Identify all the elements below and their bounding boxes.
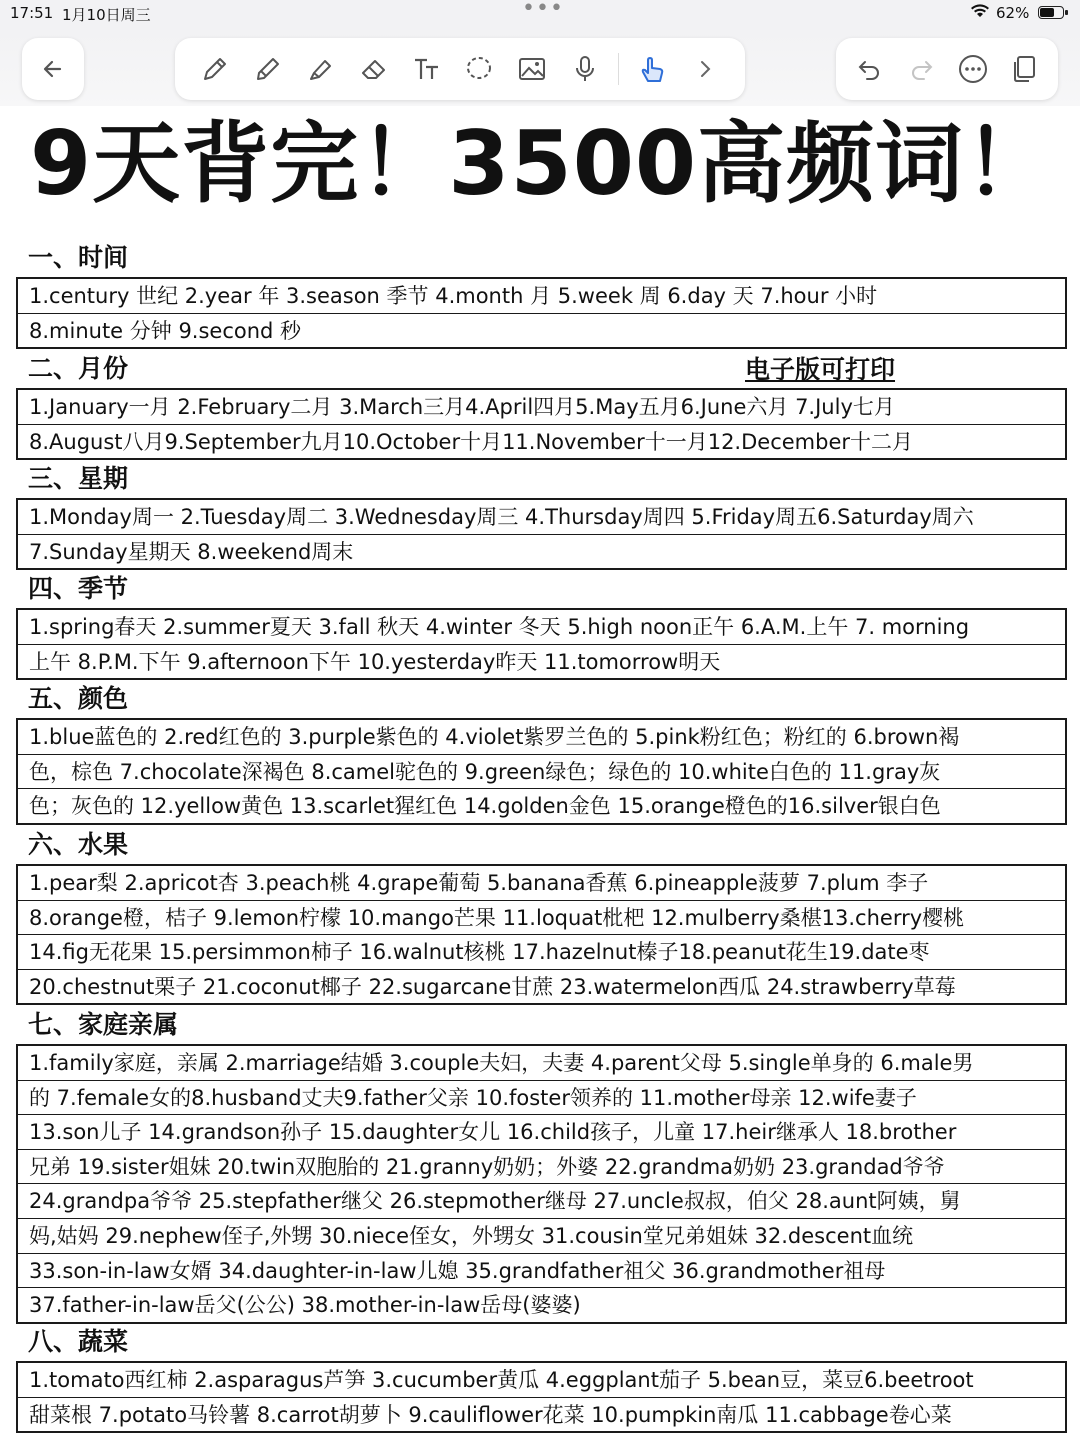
vocab-row: 1.pear梨 2.apricot杏 3.peach桃 4.grape葡萄 5.banana香蕉 6.pineapple菠萝 7.plum 李子 bbox=[18, 866, 1065, 901]
back-button[interactable] bbox=[22, 38, 84, 100]
vocab-row: 1.century 世纪 2.year 年 3.season 季节 4.month 月 5.week 周 6.day 天 7.hour 小时 bbox=[18, 279, 1065, 314]
page-title: 9天背完！3500高频词！ bbox=[30, 112, 1054, 215]
vocab-row: 妈,姑妈 29.nephew侄子,外甥 30.niece侄女，外甥女 31.cousin堂兄弟姐妹 32.descent血统 bbox=[18, 1219, 1065, 1254]
vocab-row: 8.minute 分钟 9.second 秒 bbox=[29, 318, 302, 343]
vocab-table bbox=[16, 388, 1067, 460]
image-icon[interactable] bbox=[512, 49, 552, 89]
section-heading: 一、时间 bbox=[28, 243, 129, 272]
vocab-row: 上午 8.P.M.下午 9.afternoon下午 10.yesterday昨天 11.tomorrow明天 bbox=[29, 649, 721, 674]
vocab-table bbox=[16, 864, 1067, 1005]
status-time: 17:51 bbox=[10, 4, 54, 22]
vocab-row: 24.grandpa爷爷 25.stepfather继父 26.stepmother继母 27.uncle叔叔，伯父 28.aunt阿姨，舅 bbox=[18, 1184, 1065, 1219]
status-bar bbox=[0, 0, 1080, 30]
vocab-row: 1.family家庭，亲属 2.marriage结婚 3.couple夫妇，夫妻 4.parent父母 5.single单身的 6.male男 bbox=[18, 1046, 1065, 1081]
arrow-left-icon bbox=[33, 49, 73, 89]
section-heading: 二、月份 bbox=[28, 354, 129, 383]
vocab-table bbox=[16, 718, 1067, 825]
vocab-row: 1.blue蓝色的 2.red红色的 3.purple紫色的 4.violet紫罗兰色的 5.pink粉红色；粉红的 6.brown褐 bbox=[18, 720, 1065, 755]
pages-icon[interactable] bbox=[1004, 49, 1044, 89]
section-heading: 七、家庭亲属 bbox=[28, 1010, 179, 1039]
section-heading: 三、星期 bbox=[28, 464, 129, 493]
toolbar bbox=[0, 30, 1080, 106]
chevron-right-icon[interactable] bbox=[685, 49, 725, 89]
wifi-icon bbox=[970, 3, 990, 23]
battery-percent: 62% bbox=[996, 4, 1030, 22]
battery-icon bbox=[1038, 6, 1064, 19]
text-tool-icon[interactable] bbox=[407, 49, 447, 89]
section-heading: 六、水果 bbox=[28, 830, 129, 859]
vocab-table bbox=[16, 1044, 1067, 1324]
lasso-icon[interactable] bbox=[459, 49, 499, 89]
vocab-row: 37.father-in-law岳父(公公) 38.mother-in-law岳母(婆婆) bbox=[29, 1293, 581, 1318]
vocab-row: 1.spring春天 2.summer夏天 3.fall 秋天 4.winter 冬天 5.high noon正午 6.A.M.上午 7. morning bbox=[18, 610, 1065, 645]
vocab-row: 的 7.female女的8.husband丈夫9.father父亲 10.foster领养的 11.mother母亲 12.wife妻子 bbox=[18, 1081, 1065, 1116]
print-note: 电子版可打印 bbox=[745, 355, 896, 384]
toolbar-divider bbox=[618, 53, 619, 85]
vocab-row: 14.fig无花果 15.persimmon柿子 16.walnut核桃 17.hazelnut榛子18.peanut花生19.date枣 bbox=[18, 935, 1065, 970]
vocab-table bbox=[16, 498, 1067, 570]
vocab-row: 13.son儿子 14.grandson孙子 15.daughter女儿 16.child孩子，儿童 17.heir继承人 18.brother bbox=[18, 1115, 1065, 1150]
vocab-table bbox=[16, 608, 1067, 680]
vocab-row: 20.chestnut栗子 21.coconut椰子 22.sugarcane甘蔗 23.watermelon西瓜 24.strawberry草莓 bbox=[29, 974, 956, 999]
multitasking-dots-icon[interactable]: ••• bbox=[522, 0, 564, 21]
section-heading: 五、颜色 bbox=[28, 684, 129, 713]
hand-pointer-icon[interactable] bbox=[632, 49, 672, 89]
eraser-icon[interactable] bbox=[354, 49, 394, 89]
vocab-row: 1.tomato西红柿 2.asparagus芦笋 3.cucumber黄瓜 4.eggplant茄子 5.bean豆，菜豆6.beetroot bbox=[18, 1363, 1065, 1398]
redo-icon[interactable] bbox=[901, 49, 941, 89]
vocab-table bbox=[16, 277, 1067, 349]
pen-icon[interactable] bbox=[195, 49, 235, 89]
vocab-table bbox=[16, 1361, 1067, 1433]
section-heading: 八、蔬菜 bbox=[28, 1327, 129, 1356]
vocab-row: 8.August八月9.September九月10.October十月11.November十一月12.December十二月 bbox=[29, 429, 914, 454]
document-actions bbox=[836, 38, 1058, 100]
vocab-row: 33.son-in-law女婿 34.daughter-in-law儿媳 35.grandfather祖父 36.grandmother祖母 bbox=[18, 1254, 1065, 1289]
undo-icon[interactable] bbox=[850, 49, 890, 89]
vocab-row: 兄弟 19.sister姐妹 20.twin双胞胎的 21.granny奶奶；外婆 22.grandma奶奶 23.grandad爷爷 bbox=[18, 1150, 1065, 1185]
section-heading: 四、季节 bbox=[28, 574, 129, 603]
vocab-row: 7.Sunday星期天 8.weekend周末 bbox=[29, 539, 354, 564]
vocab-row: 8.orange橙，桔子 9.lemon柠檬 10.mango芒果 11.loquat枇杷 12.mulberry桑椹13.cherry樱桃 bbox=[18, 901, 1065, 936]
vocab-row: 色；灰色的 12.yellow黄色 13.scarlet猩红色 14.golden金色 15.orange橙色的16.silver银白色 bbox=[29, 794, 941, 819]
vocab-row: 1.Monday周一 2.Tuesday周二 3.Wednesday周三 4.Thursday周四 5.Friday周五6.Saturday周六 bbox=[18, 500, 1065, 535]
highlighter-icon[interactable] bbox=[301, 49, 341, 89]
status-date: 1月10日周三 bbox=[62, 6, 151, 24]
vocab-row: 1.January一月 2.February二月 3.March三月4.April四月5.May五月6.June六月 7.July七月 bbox=[18, 390, 1065, 425]
tool-palette bbox=[175, 38, 745, 100]
more-icon[interactable] bbox=[953, 49, 993, 89]
pencil-icon[interactable] bbox=[248, 49, 288, 89]
microphone-icon[interactable] bbox=[565, 49, 605, 89]
vocab-row: 甜菜根 7.potato马铃薯 8.carrot胡萝卜 9.cauliflower花菜 10.pumpkin南瓜 11.cabbage卷心菜 bbox=[29, 1402, 952, 1427]
vocab-row: 色，棕色 7.chocolate深褐色 8.camel驼色的 9.green绿色；绿色的 10.white白色的 11.gray灰 bbox=[18, 755, 1065, 790]
